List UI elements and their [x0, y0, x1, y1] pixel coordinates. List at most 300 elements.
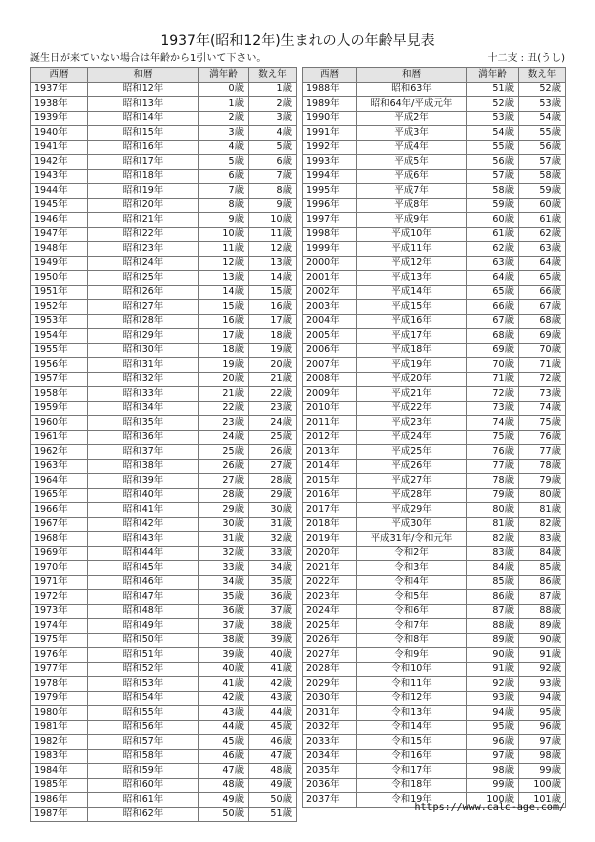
cell-kazoedoshi: 40歳 — [249, 648, 297, 663]
cell-kazoedoshi: 38歳 — [249, 619, 297, 634]
cell-wareki: 平成10年 — [357, 227, 467, 242]
table-row — [31, 503, 297, 518]
cell-wareki: 昭和25年 — [88, 271, 199, 286]
cell-wareki: 平成11年 — [357, 242, 467, 257]
cell-man-nenrei: 71歳 — [467, 372, 519, 387]
cell-kazoedoshi: 33歳 — [249, 546, 297, 561]
cell-seireki: 1991年 — [303, 126, 357, 141]
cell-man-nenrei: 45歳 — [199, 735, 249, 750]
cell-kazoedoshi: 77歳 — [519, 445, 566, 460]
cell-kazoedoshi: 70歳 — [519, 343, 566, 358]
cell-kazoedoshi: 47歳 — [249, 749, 297, 764]
cell-wareki: 令和15年 — [357, 735, 467, 750]
cell-kazoedoshi: 68歳 — [519, 314, 566, 329]
cell-seireki: 2011年 — [303, 416, 357, 431]
cell-seireki: 1948年 — [31, 242, 88, 257]
cell-man-nenrei: 60歳 — [467, 213, 519, 228]
cell-seireki: 2000年 — [303, 256, 357, 271]
cell-man-nenrei: 84歳 — [467, 561, 519, 576]
cell-kazoedoshi: 82歳 — [519, 517, 566, 532]
cell-man-nenrei: 98歳 — [467, 764, 519, 779]
cell-man-nenrei: 50歳 — [199, 807, 249, 822]
cell-wareki: 昭和54年 — [88, 691, 199, 706]
table-row — [31, 561, 297, 576]
cell-kazoedoshi: 88歳 — [519, 604, 566, 619]
table-row — [31, 271, 297, 286]
table-row — [303, 184, 566, 199]
cell-man-nenrei: 96歳 — [467, 735, 519, 750]
table-row — [303, 372, 566, 387]
cell-kazoedoshi: 14歳 — [249, 271, 297, 286]
cell-wareki: 昭和20年 — [88, 198, 199, 213]
cell-man-nenrei: 75歳 — [467, 430, 519, 445]
table-row — [31, 416, 297, 431]
cell-wareki: 昭和38年 — [88, 459, 199, 474]
cell-wareki: 昭和44年 — [88, 546, 199, 561]
cell-seireki: 1973年 — [31, 604, 88, 619]
cell-kazoedoshi: 10歳 — [249, 213, 297, 228]
cell-wareki: 令和7年 — [357, 619, 467, 634]
cell-man-nenrei: 10歳 — [199, 227, 249, 242]
table-row — [31, 546, 297, 561]
table-row — [31, 97, 297, 112]
cell-kazoedoshi: 46歳 — [249, 735, 297, 750]
cell-man-nenrei: 23歳 — [199, 416, 249, 431]
cell-kazoedoshi: 51歳 — [249, 807, 297, 822]
table-row — [31, 126, 297, 141]
cell-wareki: 平成21年 — [357, 387, 467, 402]
cell-seireki: 1947年 — [31, 227, 88, 242]
cell-kazoedoshi: 53歳 — [519, 97, 566, 112]
table-row — [31, 184, 297, 199]
cell-wareki: 昭和47年 — [88, 590, 199, 605]
cell-man-nenrei: 24歳 — [199, 430, 249, 445]
cell-seireki: 1988年 — [303, 82, 357, 97]
cell-man-nenrei: 19歳 — [199, 358, 249, 373]
cell-seireki: 2003年 — [303, 300, 357, 315]
cell-wareki: 令和11年 — [357, 677, 467, 692]
table-row — [31, 706, 297, 721]
cell-kazoedoshi: 93歳 — [519, 677, 566, 692]
cell-seireki: 1963年 — [31, 459, 88, 474]
table-row — [31, 691, 297, 706]
table-row — [31, 619, 297, 634]
table-row — [303, 764, 566, 779]
table-row — [303, 300, 566, 315]
cell-man-nenrei: 97歳 — [467, 749, 519, 764]
cell-kazoedoshi: 24歳 — [249, 416, 297, 431]
cell-seireki: 1999年 — [303, 242, 357, 257]
cell-seireki: 1989年 — [303, 97, 357, 112]
cell-seireki: 2014年 — [303, 459, 357, 474]
cell-seireki: 1971年 — [31, 575, 88, 590]
table-row — [303, 503, 566, 518]
table-row — [303, 97, 566, 112]
cell-seireki: 1940年 — [31, 126, 88, 141]
cell-seireki: 1966年 — [31, 503, 88, 518]
cell-seireki: 1941年 — [31, 140, 88, 155]
table-row — [303, 633, 566, 648]
cell-wareki: 令和13年 — [357, 706, 467, 721]
cell-seireki: 2037年 — [303, 793, 357, 808]
header-row — [31, 68, 297, 83]
cell-wareki: 平成20年 — [357, 372, 467, 387]
cell-wareki: 令和5年 — [357, 590, 467, 605]
table-row — [303, 256, 566, 271]
cell-kazoedoshi: 81歳 — [519, 503, 566, 518]
cell-wareki: 昭和28年 — [88, 314, 199, 329]
cell-kazoedoshi: 43歳 — [249, 691, 297, 706]
table-row — [303, 445, 566, 460]
cell-man-nenrei: 30歳 — [199, 517, 249, 532]
table-row — [303, 169, 566, 184]
table-row — [303, 358, 566, 373]
cell-wareki: 昭和37年 — [88, 445, 199, 460]
cell-seireki: 2034年 — [303, 749, 357, 764]
cell-man-nenrei: 38歳 — [199, 633, 249, 648]
birthday-note: 誕生日が来ていない場合は年齢から1引いて下さい。 — [30, 53, 267, 64]
cell-seireki: 2024年 — [303, 604, 357, 619]
cell-wareki: 令和8年 — [357, 633, 467, 648]
cell-man-nenrei: 64歳 — [467, 271, 519, 286]
table-row — [31, 430, 297, 445]
cell-seireki: 2031年 — [303, 706, 357, 721]
cell-seireki: 2012年 — [303, 430, 357, 445]
cell-kazoedoshi: 74歳 — [519, 401, 566, 416]
cell-kazoedoshi: 26歳 — [249, 445, 297, 460]
table-row — [303, 198, 566, 213]
cell-kazoedoshi: 87歳 — [519, 590, 566, 605]
table-row — [303, 474, 566, 489]
table-row — [31, 648, 297, 663]
cell-seireki: 2002年 — [303, 285, 357, 300]
table-row — [31, 329, 297, 344]
table-row — [303, 590, 566, 605]
cell-man-nenrei: 18歳 — [199, 343, 249, 358]
cell-seireki: 2032年 — [303, 720, 357, 735]
cell-man-nenrei: 27歳 — [199, 474, 249, 489]
cell-kazoedoshi: 63歳 — [519, 242, 566, 257]
cell-man-nenrei: 44歳 — [199, 720, 249, 735]
cell-wareki: 平成26年 — [357, 459, 467, 474]
cell-seireki: 2035年 — [303, 764, 357, 779]
cell-wareki: 令和6年 — [357, 604, 467, 619]
table-row — [31, 517, 297, 532]
table-row — [303, 155, 566, 170]
table-row — [303, 706, 566, 721]
cell-seireki: 1980年 — [31, 706, 88, 721]
cell-seireki: 1945年 — [31, 198, 88, 213]
table-row — [31, 793, 297, 808]
table-row — [303, 329, 566, 344]
cell-man-nenrei: 36歳 — [199, 604, 249, 619]
table-row — [31, 401, 297, 416]
table-row — [31, 532, 297, 547]
cell-seireki: 1967年 — [31, 517, 88, 532]
table-row — [303, 213, 566, 228]
cell-man-nenrei: 53歳 — [467, 111, 519, 126]
cell-wareki: 令和18年 — [357, 778, 467, 793]
table-row — [31, 111, 297, 126]
cell-seireki: 2027年 — [303, 648, 357, 663]
table-row — [31, 198, 297, 213]
cell-kazoedoshi: 64歳 — [519, 256, 566, 271]
cell-seireki: 1981年 — [31, 720, 88, 735]
cell-kazoedoshi: 19歳 — [249, 343, 297, 358]
cell-seireki: 1972年 — [31, 590, 88, 605]
cell-wareki: 昭和31年 — [88, 358, 199, 373]
cell-kazoedoshi: 69歳 — [519, 329, 566, 344]
cell-man-nenrei: 8歳 — [199, 198, 249, 213]
cell-seireki: 1994年 — [303, 169, 357, 184]
cell-man-nenrei: 39歳 — [199, 648, 249, 663]
table-row — [303, 749, 566, 764]
cell-kazoedoshi: 100歳 — [519, 778, 566, 793]
cell-wareki: 平成5年 — [357, 155, 467, 170]
cell-man-nenrei: 63歳 — [467, 256, 519, 271]
cell-wareki: 平成30年 — [357, 517, 467, 532]
cell-kazoedoshi: 25歳 — [249, 430, 297, 445]
table-row — [31, 82, 297, 97]
cell-wareki: 平成6年 — [357, 169, 467, 184]
cell-man-nenrei: 61歳 — [467, 227, 519, 242]
cell-wareki: 昭和22年 — [88, 227, 199, 242]
cell-wareki: 平成27年 — [357, 474, 467, 489]
cell-kazoedoshi: 99歳 — [519, 764, 566, 779]
age-table-left — [30, 67, 297, 822]
cell-man-nenrei: 59歳 — [467, 198, 519, 213]
cell-man-nenrei: 34歳 — [199, 575, 249, 590]
cell-kazoedoshi: 61歳 — [519, 213, 566, 228]
cell-wareki: 昭和57年 — [88, 735, 199, 750]
cell-seireki: 2036年 — [303, 778, 357, 793]
table-row — [303, 604, 566, 619]
cell-seireki: 1978年 — [31, 677, 88, 692]
cell-seireki: 1949年 — [31, 256, 88, 271]
cell-wareki: 昭和27年 — [88, 300, 199, 315]
cell-kazoedoshi: 42歳 — [249, 677, 297, 692]
cell-wareki: 昭和14年 — [88, 111, 199, 126]
cell-seireki: 1938年 — [31, 97, 88, 112]
cell-wareki: 平成17年 — [357, 329, 467, 344]
cell-seireki: 1986年 — [31, 793, 88, 808]
cell-man-nenrei: 49歳 — [199, 793, 249, 808]
cell-kazoedoshi: 52歳 — [519, 82, 566, 97]
cell-kazoedoshi: 59歳 — [519, 184, 566, 199]
cell-man-nenrei: 32歳 — [199, 546, 249, 561]
cell-wareki: 平成13年 — [357, 271, 467, 286]
header-seireki: 西暦 — [31, 68, 88, 83]
cell-seireki: 2004年 — [303, 314, 357, 329]
table-row — [31, 662, 297, 677]
cell-seireki: 2017年 — [303, 503, 357, 518]
table-row — [303, 401, 566, 416]
cell-wareki: 平成23年 — [357, 416, 467, 431]
cell-man-nenrei: 90歳 — [467, 648, 519, 663]
cell-kazoedoshi: 71歳 — [519, 358, 566, 373]
cell-kazoedoshi: 34歳 — [249, 561, 297, 576]
cell-seireki: 1960年 — [31, 416, 88, 431]
table-row — [31, 445, 297, 460]
cell-seireki: 1984年 — [31, 764, 88, 779]
header-kazoedoshi: 数え年 — [249, 68, 297, 83]
cell-seireki: 1958年 — [31, 387, 88, 402]
zodiac-label: 十二支 : 丑(うし) — [487, 53, 565, 64]
cell-kazoedoshi: 8歳 — [249, 184, 297, 199]
cell-kazoedoshi: 13歳 — [249, 256, 297, 271]
cell-wareki: 昭和23年 — [88, 242, 199, 257]
cell-kazoedoshi: 90歳 — [519, 633, 566, 648]
table-row — [303, 546, 566, 561]
cell-kazoedoshi: 96歳 — [519, 720, 566, 735]
cell-man-nenrei: 80歳 — [467, 503, 519, 518]
cell-man-nenrei: 5歳 — [199, 155, 249, 170]
cell-wareki: 昭和41年 — [88, 503, 199, 518]
cell-wareki: 平成25年 — [357, 445, 467, 460]
cell-seireki: 1983年 — [31, 749, 88, 764]
cell-man-nenrei: 94歳 — [467, 706, 519, 721]
cell-seireki: 1976年 — [31, 648, 88, 663]
table-row — [303, 416, 566, 431]
cell-seireki: 1998年 — [303, 227, 357, 242]
cell-kazoedoshi: 97歳 — [519, 735, 566, 750]
cell-man-nenrei: 48歳 — [199, 778, 249, 793]
cell-man-nenrei: 26歳 — [199, 459, 249, 474]
table-row — [31, 807, 297, 822]
cell-wareki: 平成28年 — [357, 488, 467, 503]
table-row — [31, 343, 297, 358]
cell-wareki: 昭和56年 — [88, 720, 199, 735]
cell-seireki: 2013年 — [303, 445, 357, 460]
cell-kazoedoshi: 49歳 — [249, 778, 297, 793]
cell-man-nenrei: 57歳 — [467, 169, 519, 184]
cell-man-nenrei: 7歳 — [199, 184, 249, 199]
table-row — [31, 300, 297, 315]
cell-wareki: 昭和35年 — [88, 416, 199, 431]
cell-seireki: 1992年 — [303, 140, 357, 155]
cell-wareki: 昭和40年 — [88, 488, 199, 503]
cell-wareki: 昭和49年 — [88, 619, 199, 634]
cell-seireki: 1956年 — [31, 358, 88, 373]
cell-kazoedoshi: 78歳 — [519, 459, 566, 474]
cell-man-nenrei: 47歳 — [199, 764, 249, 779]
cell-seireki: 1975年 — [31, 633, 88, 648]
cell-kazoedoshi: 45歳 — [249, 720, 297, 735]
cell-seireki: 1961年 — [31, 430, 88, 445]
cell-wareki: 昭和48年 — [88, 604, 199, 619]
cell-wareki: 昭和15年 — [88, 126, 199, 141]
table-row — [31, 590, 297, 605]
cell-seireki: 1977年 — [31, 662, 88, 677]
cell-wareki: 昭和45年 — [88, 561, 199, 576]
table-row — [31, 169, 297, 184]
cell-wareki: 令和12年 — [357, 691, 467, 706]
cell-man-nenrei: 9歳 — [199, 213, 249, 228]
cell-man-nenrei: 1歳 — [199, 97, 249, 112]
cell-seireki: 2029年 — [303, 677, 357, 692]
cell-man-nenrei: 37歳 — [199, 619, 249, 634]
cell-man-nenrei: 70歳 — [467, 358, 519, 373]
table-row — [31, 720, 297, 735]
cell-kazoedoshi: 91歳 — [519, 648, 566, 663]
cell-kazoedoshi: 30歳 — [249, 503, 297, 518]
cell-kazoedoshi: 2歳 — [249, 97, 297, 112]
cell-seireki: 1974年 — [31, 619, 88, 634]
cell-kazoedoshi: 80歳 — [519, 488, 566, 503]
cell-seireki: 1979年 — [31, 691, 88, 706]
header-man-nenrei: 満年齢 — [467, 68, 519, 83]
cell-wareki: 令和16年 — [357, 749, 467, 764]
cell-seireki: 1990年 — [303, 111, 357, 126]
cell-man-nenrei: 15歳 — [199, 300, 249, 315]
cell-man-nenrei: 4歳 — [199, 140, 249, 155]
cell-seireki: 1955年 — [31, 343, 88, 358]
table-row — [31, 575, 297, 590]
header-row — [303, 68, 566, 83]
table-row — [31, 227, 297, 242]
header-wareki: 和暦 — [88, 68, 199, 83]
cell-wareki: 平成2年 — [357, 111, 467, 126]
cell-man-nenrei: 41歳 — [199, 677, 249, 692]
cell-wareki: 昭和43年 — [88, 532, 199, 547]
cell-kazoedoshi: 7歳 — [249, 169, 297, 184]
cell-seireki: 2019年 — [303, 532, 357, 547]
table-row — [31, 778, 297, 793]
cell-man-nenrei: 68歳 — [467, 329, 519, 344]
cell-man-nenrei: 3歳 — [199, 126, 249, 141]
table-row — [303, 285, 566, 300]
table-row — [303, 271, 566, 286]
cell-man-nenrei: 76歳 — [467, 445, 519, 460]
cell-wareki: 昭和62年 — [88, 807, 199, 822]
cell-kazoedoshi: 16歳 — [249, 300, 297, 315]
cell-kazoedoshi: 98歳 — [519, 749, 566, 764]
cell-seireki: 2022年 — [303, 575, 357, 590]
cell-man-nenrei: 11歳 — [199, 242, 249, 257]
cell-man-nenrei: 20歳 — [199, 372, 249, 387]
cell-wareki: 令和19年 — [357, 793, 467, 808]
cell-wareki: 令和9年 — [357, 648, 467, 663]
cell-kazoedoshi: 9歳 — [249, 198, 297, 213]
cell-man-nenrei: 13歳 — [199, 271, 249, 286]
cell-kazoedoshi: 21歳 — [249, 372, 297, 387]
cell-kazoedoshi: 32歳 — [249, 532, 297, 547]
cell-man-nenrei: 67歳 — [467, 314, 519, 329]
cell-man-nenrei: 73歳 — [467, 401, 519, 416]
table-row — [31, 314, 297, 329]
table-row — [31, 677, 297, 692]
cell-kazoedoshi: 41歳 — [249, 662, 297, 677]
cell-kazoedoshi: 58歳 — [519, 169, 566, 184]
cell-seireki: 1952年 — [31, 300, 88, 315]
cell-seireki: 1970年 — [31, 561, 88, 576]
cell-man-nenrei: 33歳 — [199, 561, 249, 576]
cell-kazoedoshi: 27歳 — [249, 459, 297, 474]
header-seireki: 西暦 — [303, 68, 357, 83]
cell-seireki: 1942年 — [31, 155, 88, 170]
cell-wareki: 令和10年 — [357, 662, 467, 677]
table-row — [31, 387, 297, 402]
cell-kazoedoshi: 22歳 — [249, 387, 297, 402]
cell-wareki: 平成16年 — [357, 314, 467, 329]
cell-wareki: 令和2年 — [357, 546, 467, 561]
cell-wareki: 平成24年 — [357, 430, 467, 445]
table-row — [303, 126, 566, 141]
page-title: 1937年(昭和12年)生まれの人の年齢早見表 — [160, 33, 435, 49]
table-row — [31, 488, 297, 503]
cell-man-nenrei: 99歳 — [467, 778, 519, 793]
table-row — [31, 749, 297, 764]
